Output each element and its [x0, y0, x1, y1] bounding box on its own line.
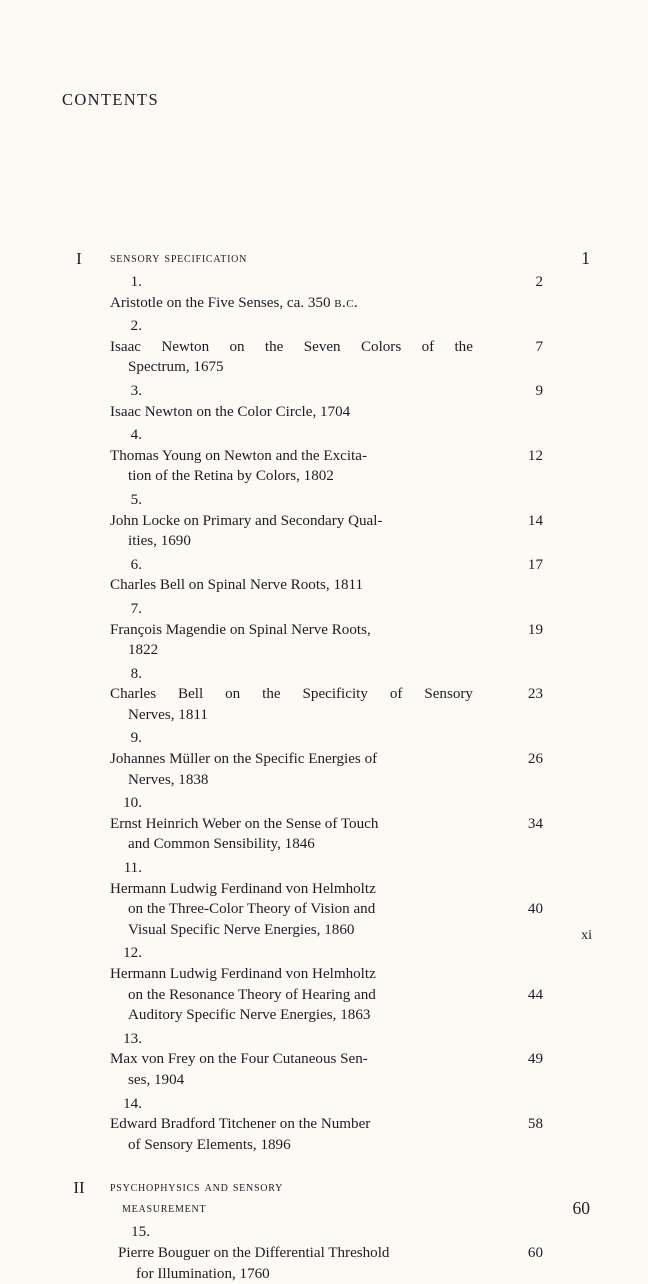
entry-line: John Locke on Primary and Secondary Qual- — [110, 512, 383, 529]
entry-line: Isaac Newton on the Color Circle, 1704 — [110, 403, 351, 420]
entry-line: Charles Bell on Spinal Nerve Roots, 1811 — [110, 577, 364, 594]
entry-body — [110, 1094, 473, 1156]
entry-number: 15. — [131, 1224, 150, 1241]
entry-body — [110, 316, 473, 378]
entry-line: Aristotle on the Five Senses, ca. 350 b.c. — [110, 294, 359, 311]
toc-entry[interactable] — [0, 1094, 648, 1156]
part-page-number: 60 — [572, 1198, 590, 1219]
entry-page-number: 14 — [527, 512, 543, 529]
entry-number: 14. — [123, 1095, 142, 1112]
table-of-contents — [0, 248, 648, 1284]
entry-line: 1822 — [128, 642, 159, 659]
part-spacer — [0, 1155, 648, 1177]
entry-number: 11. — [123, 860, 142, 877]
entry-page-number: 19 — [527, 621, 543, 638]
entry-body — [110, 599, 473, 661]
entry-text — [110, 814, 473, 855]
entry-line: Pierre Bouguer on the Differential Threshold — [118, 1244, 390, 1261]
toc-entry[interactable] — [0, 381, 648, 422]
toc-entry[interactable] — [0, 316, 648, 378]
entry-text — [110, 511, 473, 552]
part-title: psychophysics and sensory measurement — [0, 1177, 440, 1219]
entry-page-number: 23 — [527, 686, 543, 703]
entry-line: Johannes Müller on the Specific Energies of — [110, 751, 378, 768]
toc-entry[interactable] — [0, 1029, 648, 1091]
entry-line: Edward Bradford Titchener on the Number — [110, 1116, 371, 1133]
entry-line: for Illumination, 1760 — [136, 1265, 270, 1282]
entry-number: 1. — [130, 274, 142, 290]
entry-page-number: 7 — [535, 338, 543, 355]
entry-line: and Common Sensibility, 1846 — [128, 836, 315, 853]
toc-entry[interactable] — [0, 943, 648, 1025]
entry-text — [118, 1243, 476, 1284]
entry-line: Isaac Newton on the Seven Colors of the — [110, 338, 473, 355]
entry-line: Thomas Young on Newton and the Excita- — [110, 447, 367, 464]
entry-line: Charles Bell on the Specificity of Sensory — [110, 686, 473, 703]
entry-body — [110, 728, 473, 790]
entry-line: ities, 1690 — [128, 533, 191, 550]
toc-entry[interactable] — [0, 664, 648, 726]
entry-line: Auditory Specific Nerve Energies, 1863 — [128, 1007, 371, 1024]
entry-text — [110, 684, 473, 725]
entry-body — [110, 490, 473, 552]
part-heading-row[interactable] — [0, 248, 648, 269]
entry-text — [110, 293, 473, 314]
entry-page-number: 17 — [527, 556, 543, 573]
entry-text — [110, 1049, 473, 1090]
entry-text — [110, 1114, 473, 1155]
part-page-number: 1 — [581, 248, 590, 268]
entry-line: ses, 1904 — [128, 1071, 185, 1088]
toc-entry[interactable] — [0, 490, 648, 552]
entry-page-number: 60 — [527, 1244, 543, 1261]
entry-text — [110, 575, 473, 596]
entry-page-number: 44 — [527, 986, 543, 1003]
entry-number: 12. — [123, 945, 142, 962]
entry-number: 13. — [123, 1030, 142, 1047]
entry-number: 7. — [130, 600, 142, 617]
entry-page-number: 40 — [527, 901, 543, 918]
entry-body — [110, 425, 473, 487]
entry-text — [110, 749, 473, 790]
entry-line: Nerves, 1811 — [128, 706, 208, 723]
entry-number: 2. — [130, 318, 142, 335]
entry-page-number: 12 — [527, 447, 543, 464]
entry-number: 8. — [130, 665, 142, 682]
entry-number: 10. — [123, 795, 142, 812]
entry-page-number: 34 — [527, 815, 543, 832]
entry-body — [110, 793, 473, 855]
toc-entry[interactable] — [0, 272, 648, 313]
entry-line: tion of the Retina by Colors, 1802 — [128, 468, 334, 485]
entry-line: Nerves, 1838 — [128, 771, 209, 788]
toc-entry[interactable] — [0, 599, 648, 661]
entry-body — [110, 1029, 473, 1091]
toc-entry[interactable] — [0, 1222, 648, 1284]
entry-text — [110, 620, 473, 661]
toc-entry[interactable] — [0, 425, 648, 487]
entry-body — [118, 1222, 476, 1284]
entry-page-number: 58 — [527, 1116, 543, 1133]
entry-line: on the Resonance Theory of Hearing and — [128, 986, 376, 1003]
entry-number: 5. — [130, 491, 142, 508]
entry-line: Hermann Ludwig Ferdinand von Helmholtz — [110, 966, 376, 982]
entry-line: Ernst Heinrich Weber on the Sense of Touch — [110, 815, 379, 832]
part-title-line2: measurement — [122, 1200, 207, 1217]
entry-body — [110, 555, 473, 596]
part-numeral: II — [73, 1178, 85, 1198]
era-abbreviation: b.c. — [334, 294, 359, 311]
entry-number: 4. — [130, 427, 142, 444]
entry-number: 9. — [130, 730, 142, 747]
page-title: CONTENTS — [62, 90, 159, 109]
entry-text — [110, 402, 473, 423]
entry-page-number: 9 — [535, 382, 543, 399]
entry-number: 3. — [130, 382, 142, 399]
entry-text — [110, 964, 473, 1026]
toc-entry[interactable] — [0, 555, 648, 596]
entry-text — [110, 337, 473, 378]
toc-entry[interactable] — [0, 793, 648, 855]
entry-line: François Magendie on Spinal Nerve Roots, — [110, 621, 371, 638]
toc-entry[interactable] — [0, 728, 648, 790]
entry-line: on the Three-Color Theory of Vision and — [128, 901, 376, 918]
entry-line: Visual Specific Nerve Energies, 1860 — [128, 921, 355, 938]
entry-line: of Sensory Elements, 1896 — [128, 1136, 291, 1153]
entry-body — [110, 943, 473, 1025]
entry-page-number: 2 — [535, 274, 543, 290]
entry-body — [110, 664, 473, 726]
entry-body — [110, 381, 473, 422]
entry-line: Hermann Ludwig Ferdinand von Helmholtz — [110, 880, 376, 897]
entry-page-number: 49 — [527, 1051, 543, 1068]
entry-number: 6. — [130, 556, 142, 573]
entry-text — [110, 446, 473, 487]
page-folio: xi — [581, 928, 592, 943]
entry-body — [110, 272, 473, 313]
part-heading-row[interactable] — [0, 1177, 648, 1219]
entry-line: Max von Frey on the Four Cutaneous Sen- — [110, 1051, 368, 1068]
entry-line: Spectrum, 1675 — [128, 359, 224, 376]
entry-page-number: 26 — [527, 751, 543, 768]
part-title: sensory specification — [110, 250, 248, 266]
part-numeral: I — [76, 249, 82, 268]
